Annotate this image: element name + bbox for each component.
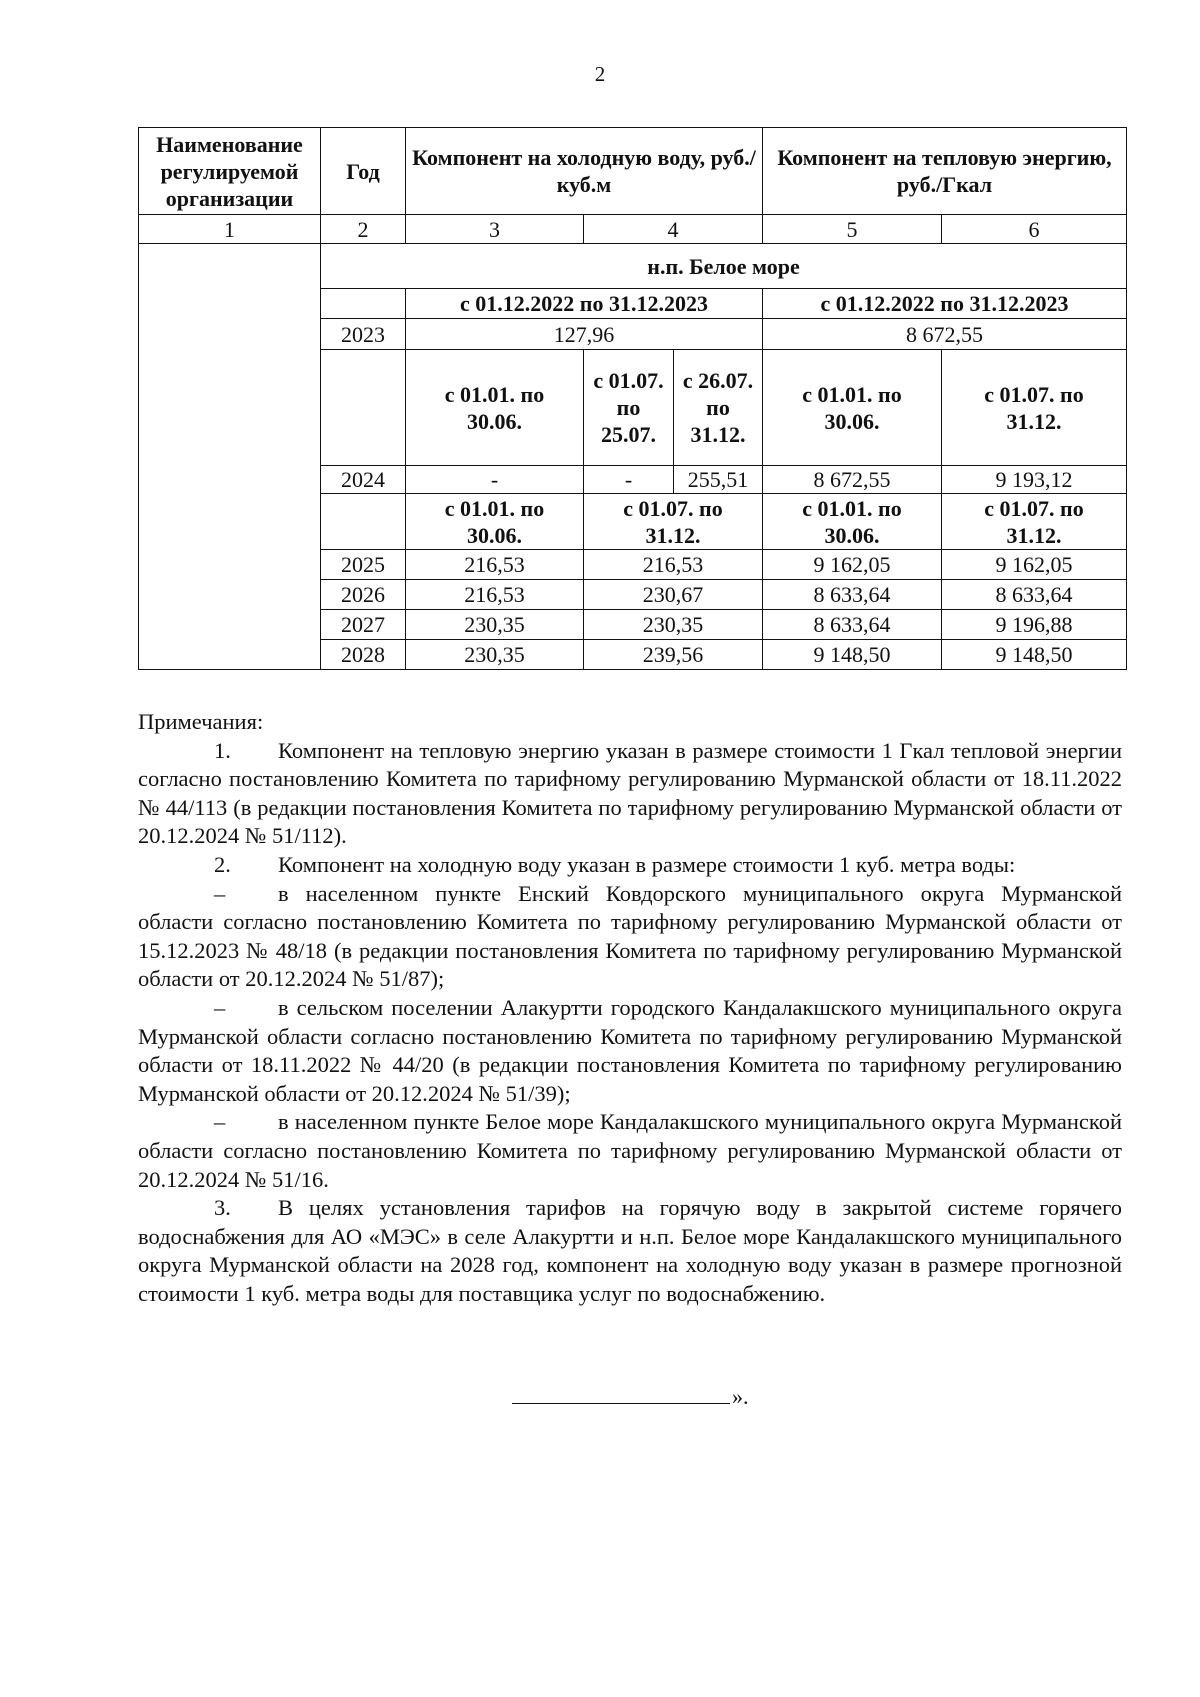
cold-value: -: [406, 466, 584, 494]
period-cold-3: с 26.07. по 31.12.: [674, 350, 763, 466]
tariff-table: [138, 127, 1127, 670]
period-heat-2: с 01.07. по 31.12.: [942, 494, 1127, 550]
year-cell: 2025: [321, 550, 406, 580]
cold-value: 216,53: [584, 550, 763, 580]
cold-value: 255,51: [674, 466, 763, 494]
cold-value: 230,35: [584, 610, 763, 640]
cold-value: 230,67: [584, 580, 763, 610]
cold-value: -: [584, 466, 674, 494]
header-row: [139, 128, 1127, 215]
heat-value: 8 672,55: [763, 319, 1127, 350]
year-cell: 2028: [321, 640, 406, 670]
note-2: [138, 851, 1122, 880]
col-number: 1: [139, 215, 321, 244]
period-heat-1: с 01.01. по 30.06.: [763, 350, 942, 466]
header-org: Наименование регулируемой организации: [139, 128, 321, 215]
cold-value: 216,53: [406, 580, 584, 610]
note-text: в населенном пункте Белое море Кандалакшского муниципального округа Мурманской области согласно постановлению Комитета по тарифному регулированию Мурманской области от 20.12.2024 № 51/16.: [138, 1109, 1122, 1192]
cold-value: 230,35: [406, 640, 584, 670]
note-text: в сельском поселении Алакуртти городского Кандалакшского муниципального округа Мурманской области согласно постановлению Комитета по тарифному регулированию Мурманской области от 18.11.2022 № 44/20 (в редакции постановления Комитета по тарифному регулированию Мурманской области от 20.12.2024 № 51/39);: [138, 994, 1122, 1106]
note-text: Компонент на холодную воду указан в размере стоимости 1 куб. метра воды:: [278, 851, 1016, 877]
header-heat: Компонент на тепловую энергию, руб./Гкал: [763, 128, 1127, 215]
note-number: 1.: [214, 737, 231, 763]
col-number: 5: [763, 215, 942, 244]
heat-value: 9 162,05: [763, 550, 942, 580]
heat-value: 9 196,88: [942, 610, 1127, 640]
heat-value: 9 148,50: [763, 640, 942, 670]
header-cold-water: Компонент на холодную воду, руб./куб.м: [406, 128, 763, 215]
period-cold-1: с 01.01. по 30.06.: [406, 350, 584, 466]
period-heat: с 01.12.2022 по 31.12.2023: [763, 289, 1127, 319]
note-number: 2.: [214, 851, 231, 877]
note-1: [138, 737, 1122, 851]
header-year: Год: [321, 128, 406, 215]
heat-value: 9 193,12: [942, 466, 1127, 494]
note-2-subitem: [138, 994, 1122, 1108]
dash-marker: –: [214, 994, 226, 1020]
cold-value: 230,35: [406, 610, 584, 640]
note-3: [138, 1194, 1122, 1308]
period-heat-1: с 01.01. по 30.06.: [763, 494, 942, 550]
page-number: 2: [594, 62, 606, 86]
locality-name: н.п. Белое море: [321, 244, 1127, 289]
dash-marker: –: [214, 1109, 226, 1135]
signature-line: [512, 1385, 730, 1404]
cold-value: 127,96: [406, 319, 763, 350]
year-cell: 2023: [321, 319, 406, 350]
closing-quote: ».: [732, 1384, 749, 1409]
heat-value: 8 672,55: [763, 466, 942, 494]
dash-marker: –: [214, 880, 226, 906]
col-number: 2: [321, 215, 406, 244]
heat-value: 8 633,64: [763, 610, 942, 640]
period-cold-2: с 01.07. по 25.07.: [584, 350, 674, 466]
note-text: в населенном пункте Енский Ковдорского муниципального округа Мурманской области согласно постановлению Комитета по тарифному регулированию Мурманской области от 15.12.2023 № 48/18 (в редакции постановления Комитета по тарифному регулированию Мурманской области от 20.12.2024 № 51/87);: [138, 880, 1122, 992]
note-2-subitem: [138, 880, 1122, 994]
heat-value: 8 633,64: [942, 580, 1127, 610]
period-heat-2: с 01.07. по 31.12.: [942, 350, 1127, 466]
note-number: 3.: [214, 1195, 231, 1221]
heat-value: 8 633,64: [763, 580, 942, 610]
notes-section: [138, 708, 1122, 1308]
column-number-row: [139, 215, 1127, 244]
period-cold: с 01.12.2022 по 31.12.2023: [406, 289, 763, 319]
period-cold-2: с 01.07. по 31.12.: [584, 494, 763, 550]
heat-value: 9 162,05: [942, 550, 1127, 580]
notes-title: Примечания:: [138, 709, 264, 734]
year-cell: 2026: [321, 580, 406, 610]
note-text: В целях установления тарифов на горячую воду в закрытой системе горячего водоснабжения для АО «МЭС» в селе Алакуртти и н.п. Белое море Кандалакшского муниципального округа Мурманской области на 2028 год, компонент на холодную воду указан в размере прогнозной стоимости 1 куб. метра воды для поставщика услуг по водоснабжению.: [138, 1195, 1122, 1306]
year-cell: 2024: [321, 466, 406, 494]
col-number: 4: [584, 215, 763, 244]
cold-value: 216,53: [406, 550, 584, 580]
org-cell: [139, 244, 321, 670]
col-number: 6: [942, 215, 1127, 244]
note-text: Компонент на тепловую энергию указан в размере стоимости 1 Гкал тепловой энергии согласно постановлению Комитета по тарифному регулированию Мурманской области от 18.11.2022 № 44/113 (в редакции постановления Комитета по тарифному регулированию Мурманской области от 20.12.2024 № 51/112).: [138, 737, 1122, 849]
col-number: 3: [406, 215, 584, 244]
year-cell: 2027: [321, 610, 406, 640]
cold-value: 239,56: [584, 640, 763, 670]
period-cold-1: с 01.01. по 30.06.: [406, 494, 584, 550]
locality-row: [139, 244, 1127, 289]
heat-value: 9 148,50: [942, 640, 1127, 670]
note-2-subitem: [138, 1108, 1122, 1194]
closing-mark: [512, 1384, 749, 1410]
